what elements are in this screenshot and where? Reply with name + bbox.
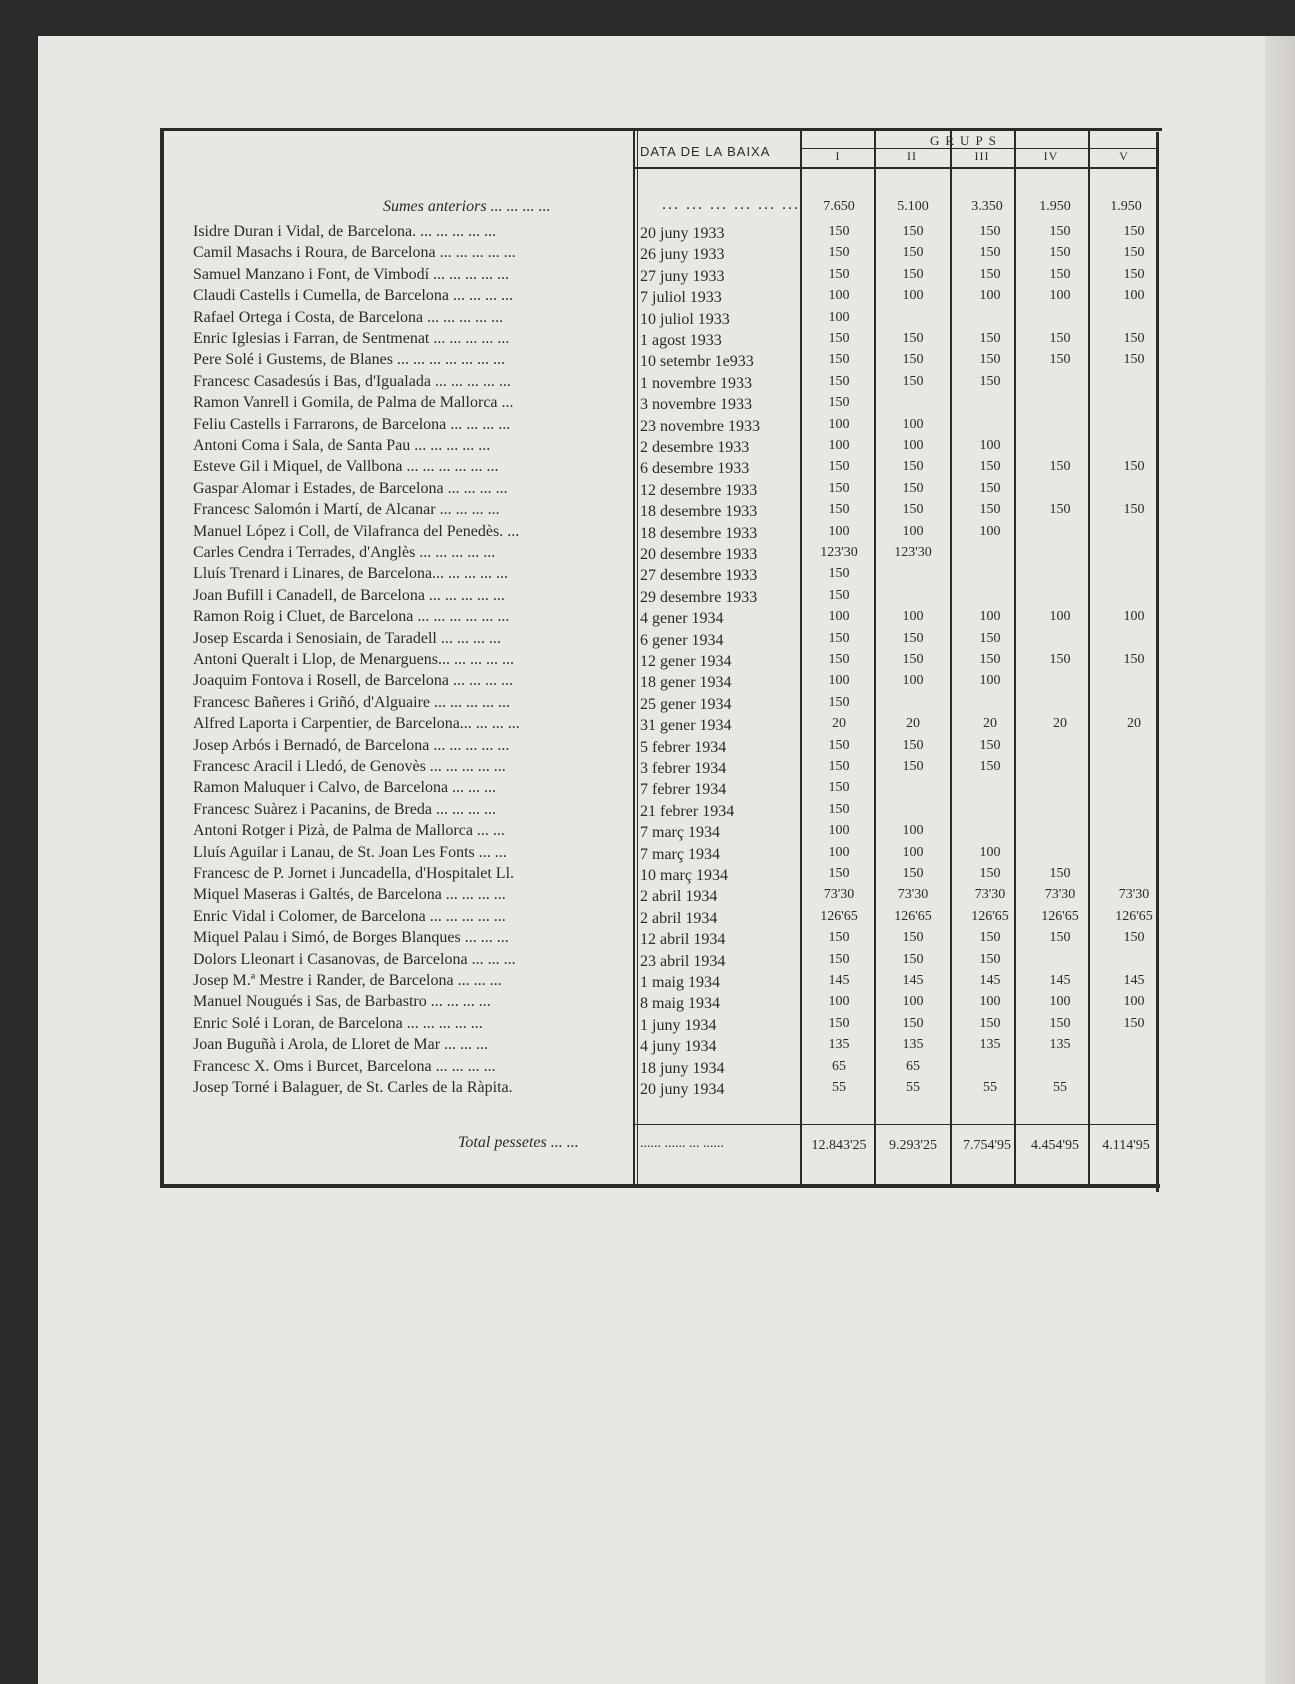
value-col-ii: 150 (902, 331, 924, 346)
member-name: Francesc X. Oms i Burcet, Barcelona ... ... ... ... (193, 1058, 496, 1075)
baixa-date: 6 gener 1934 (640, 632, 724, 649)
baixa-date: 2 desembre 1933 (640, 439, 750, 456)
table-row (190, 1015, 1150, 1036)
header-bottom-rule (635, 167, 1158, 169)
table-row (190, 758, 1150, 779)
table-row (190, 801, 1150, 822)
member-name: Alfred Laporta i Carpentier, de Barcelona... ... ... ... (193, 715, 520, 732)
value-col-ii: 100 (902, 609, 924, 624)
value-col-iii: 100 (979, 673, 1001, 688)
table-row (190, 608, 1150, 629)
value-col-i: 150 (828, 588, 850, 603)
value-col-iv: 150 (1049, 331, 1071, 346)
member-name: Francesc Suàrez i Pacanins, de Breda ... ... ... ... (193, 801, 497, 818)
value-col-iii: 145 (979, 973, 1001, 988)
baixa-date: 12 abril 1934 (640, 931, 726, 948)
table-row (190, 501, 1150, 522)
value-col-ii: 100 (902, 673, 924, 688)
table-row (190, 651, 1150, 672)
value-col-iii: 150 (979, 952, 1001, 967)
baixa-date: 1 juny 1934 (640, 1017, 717, 1034)
value-col-iv: 20 (1053, 716, 1067, 731)
table-row (190, 1079, 1150, 1100)
value-col-iii: 20 (983, 716, 997, 731)
value-col-ii: 150 (902, 224, 924, 239)
value-col-ii: 150 (902, 652, 924, 667)
value-col-i: 150 (828, 224, 850, 239)
table-row (190, 972, 1150, 993)
member-name: Ramon Vanrell i Gomila, de Palma de Mallorca ... (193, 394, 514, 411)
value-col-ii: 150 (902, 866, 924, 881)
table-row (190, 223, 1150, 244)
value-col-i: 150 (828, 652, 850, 667)
value-col-i: 150 (828, 331, 850, 346)
baixa-date: 7 març 1934 (640, 846, 720, 863)
value-col-i: 150 (828, 631, 850, 646)
baixa-date: 27 desembre 1933 (640, 567, 758, 584)
value-col-iii: 150 (979, 267, 1001, 282)
value-col-i: 100 (828, 417, 850, 432)
value-col-i: 100 (828, 823, 850, 838)
table-row (190, 844, 1150, 865)
table-row (190, 737, 1150, 758)
value-col-iii: 150 (979, 459, 1001, 474)
baixa-date: 20 desembre 1933 (640, 546, 758, 563)
total-col-iii: 7.754'95 (962, 1138, 1012, 1153)
value-col-i: 150 (828, 930, 850, 945)
value-col-iv: 100 (1049, 609, 1071, 624)
value-col-i: 150 (828, 459, 850, 474)
value-col-ii: 100 (902, 438, 924, 453)
value-col-iv: 150 (1049, 502, 1071, 517)
member-name: Miquel Palau i Simó, de Borges Blanques ... ... ... (193, 929, 509, 946)
value-col-iii: 150 (979, 631, 1001, 646)
header-col-ii: II (907, 149, 917, 163)
value-col-iii: 150 (979, 502, 1001, 517)
value-col-i: 150 (828, 952, 850, 967)
table-row (190, 779, 1150, 800)
member-name: Josep Torné i Balaguer, de St. Carles de la Ràpita. (193, 1079, 513, 1096)
sumes-col-ii: 5.100 (897, 199, 929, 214)
value-col-i: 150 (828, 738, 850, 753)
sumes-anteriors-dots: ... ... ... ... ... ... (662, 196, 800, 213)
member-name: Camil Masachs i Roura, de Barcelona ... ... ... ... ... (193, 244, 516, 261)
table-row (190, 330, 1150, 351)
value-col-iii: 100 (979, 524, 1001, 539)
header-data-de-la-baixa: DATA DE LA BAIXA (640, 144, 771, 159)
table-row (190, 266, 1150, 287)
value-col-iii: 150 (979, 652, 1001, 667)
value-col-i: 100 (828, 609, 850, 624)
total-top-rule (635, 1124, 1158, 1125)
baixa-date: 20 juny 1934 (640, 1081, 725, 1098)
total-col-v: 4.114'95 (1102, 1138, 1150, 1153)
baixa-date: 23 abril 1934 (640, 953, 726, 970)
member-name: Francesc Bañeres i Griñó, d'Alguaire ... ... ... ... ... (193, 694, 511, 711)
value-col-i: 20 (832, 716, 846, 731)
value-col-ii: 100 (902, 823, 924, 838)
member-name: Carles Cendra i Terrades, d'Anglès ... ... ... ... ... (193, 544, 496, 561)
value-col-v: 100 (1123, 994, 1145, 1009)
member-name: Joan Bufill i Canadell, de Barcelona ... ... ... ... ... (193, 587, 505, 604)
member-name: Gaspar Alomar i Estades, de Barcelona ... ... ... ... (193, 480, 508, 497)
table-row (190, 416, 1150, 437)
value-col-i: 123'30 (820, 545, 858, 560)
member-name: Josep M.ª Mestre i Rander, de Barcelona ... ... ... (193, 972, 502, 989)
value-col-iv: 150 (1049, 866, 1071, 881)
table-row (190, 993, 1150, 1014)
baixa-date: 25 gener 1934 (640, 696, 732, 713)
value-col-iii: 150 (979, 759, 1001, 774)
member-name: Lluís Aguilar i Lanau, de St. Joan Les Fonts ... ... (193, 844, 507, 861)
value-col-i: 55 (832, 1080, 846, 1095)
value-col-iv: 135 (1049, 1037, 1071, 1052)
baixa-date: 12 gener 1934 (640, 653, 732, 670)
value-col-i: 100 (828, 310, 850, 325)
header-grups: GRUPS (930, 133, 1002, 148)
value-col-ii: 100 (902, 417, 924, 432)
baixa-date: 6 desembre 1933 (640, 460, 750, 477)
value-col-iii: 150 (979, 930, 1001, 945)
value-col-i: 150 (828, 267, 850, 282)
value-col-v: 150 (1123, 331, 1145, 346)
member-name: Samuel Manzano i Font, de Vimbodí ... ... ... ... ... (193, 266, 510, 283)
value-col-iii: 73'30 (974, 887, 1006, 902)
value-col-ii: 150 (902, 481, 924, 496)
member-name: Josep Escarda i Senosiain, de Taradell ... ... ... ... (193, 630, 501, 647)
value-col-iii: 150 (979, 331, 1001, 346)
baixa-date: 18 desembre 1933 (640, 525, 758, 542)
baixa-date: 10 setembr 1e933 (640, 353, 754, 370)
value-col-iv: 100 (1049, 288, 1071, 303)
header-col-i: I (835, 149, 841, 163)
value-col-iii: 100 (979, 438, 1001, 453)
value-col-ii: 126'65 (894, 909, 932, 924)
value-col-v: 145 (1123, 973, 1145, 988)
total-col-i: 12.843'25 (811, 1138, 867, 1153)
value-col-v: 20 (1127, 716, 1141, 731)
value-col-ii: 150 (902, 952, 924, 967)
table-row (190, 437, 1150, 458)
value-col-ii: 100 (902, 845, 924, 860)
value-col-ii: 150 (902, 352, 924, 367)
value-col-i: 73'30 (823, 887, 855, 902)
value-col-i: 150 (828, 695, 850, 710)
member-name: Antoni Coma i Sala, de Santa Pau ... ... ... ... ... (193, 437, 491, 454)
baixa-date: 18 desembre 1933 (640, 503, 758, 520)
member-name: Esteve Gil i Miquel, de Vallbona ... ... ... ... ... ... (193, 458, 499, 475)
value-col-v: 150 (1123, 652, 1145, 667)
baixa-date: 20 juny 1933 (640, 225, 725, 242)
baixa-date: 18 juny 1934 (640, 1060, 725, 1077)
value-col-v: 150 (1123, 352, 1145, 367)
table-row (190, 458, 1150, 479)
value-col-ii: 150 (902, 374, 924, 389)
sumes-col-i: 7.650 (823, 199, 855, 214)
member-name: Ramon Roig i Cluet, de Barcelona ... ... ... ... ... ... (193, 608, 510, 625)
header-col-iii: III (974, 149, 990, 163)
baixa-date: 1 maig 1934 (640, 974, 720, 991)
sumes-col-iii: 3.350 (971, 199, 1003, 214)
value-col-v: 150 (1123, 1016, 1145, 1031)
header-col-v: V (1119, 149, 1129, 163)
baixa-date: 7 juliol 1933 (640, 289, 722, 306)
value-col-iii: 100 (979, 845, 1001, 860)
value-col-i: 150 (828, 481, 850, 496)
total-pessetes-label: Total pessetes ... ... (458, 1134, 579, 1151)
value-col-i: 150 (828, 759, 850, 774)
baixa-date: 7 febrer 1934 (640, 781, 727, 798)
baixa-date: 2 abril 1934 (640, 888, 718, 905)
total-col-ii: 9.293'25 (888, 1138, 938, 1153)
value-col-iv: 150 (1049, 930, 1071, 945)
baixa-date: 23 novembre 1933 (640, 418, 760, 435)
value-col-v: 150 (1123, 502, 1145, 517)
baixa-date: 1 agost 1933 (640, 332, 722, 349)
table-bottom-rule (160, 1184, 1160, 1188)
value-col-iv: 150 (1049, 352, 1071, 367)
value-col-i: 100 (828, 673, 850, 688)
baixa-date: 29 desembre 1933 (640, 589, 758, 606)
value-col-i: 100 (828, 524, 850, 539)
member-name: Enric Solé i Loran, de Barcelona ... ... ... ... ... (193, 1015, 483, 1032)
table-row (190, 587, 1150, 608)
value-col-iii: 150 (979, 374, 1001, 389)
member-name: Dolors Lleonart i Casanovas, de Barcelona ... ... ... (193, 951, 516, 968)
table-row (190, 244, 1150, 265)
total-pessetes-dots: ...... ...... ... ...... (640, 1136, 724, 1151)
table-row (190, 1058, 1150, 1079)
value-col-ii: 100 (902, 288, 924, 303)
value-col-iv: 126'65 (1041, 909, 1079, 924)
sumes-col-iv: 1.950 (1039, 199, 1071, 214)
value-col-ii: 100 (902, 524, 924, 539)
value-col-v: 150 (1123, 224, 1145, 239)
value-col-iii: 100 (979, 288, 1001, 303)
value-col-iv: 150 (1049, 459, 1071, 474)
table-row (190, 886, 1150, 907)
value-col-ii: 123'30 (894, 545, 932, 560)
value-col-i: 126'65 (820, 909, 858, 924)
member-name: Enric Vidal i Colomer, de Barcelona ... ... ... ... ... (193, 908, 506, 925)
member-name: Joaquim Fontova i Rosell, de Barcelona ... ... ... ... (193, 672, 513, 689)
table-row (190, 929, 1150, 950)
value-col-v: 150 (1123, 245, 1145, 260)
value-col-i: 150 (828, 1016, 850, 1031)
baixa-date: 18 gener 1934 (640, 674, 732, 691)
page-edge-shadow (1265, 36, 1295, 1684)
value-col-iii: 150 (979, 245, 1001, 260)
table-left-rule (160, 128, 164, 1184)
table-row (190, 394, 1150, 415)
table-row (190, 865, 1150, 886)
value-col-iii: 150 (979, 866, 1001, 881)
table-row (190, 523, 1150, 544)
table-row (190, 630, 1150, 651)
baixa-date: 1 novembre 1933 (640, 375, 752, 392)
value-col-v: 150 (1123, 930, 1145, 945)
baixa-date: 12 desembre 1933 (640, 482, 758, 499)
value-col-v: 100 (1123, 609, 1145, 624)
value-col-v: 126'65 (1115, 909, 1153, 924)
value-col-iv: 145 (1049, 973, 1071, 988)
sumes-anteriors-label: Sumes anteriors ... ... ... ... (383, 198, 551, 215)
member-name: Antoni Queralt i Llop, de Menarguens... ... ... ... ... (193, 651, 514, 668)
table-row (190, 672, 1150, 693)
member-name: Enric Iglesias i Farran, de Sentmenat ... ... ... ... ... (193, 330, 510, 347)
value-col-iii: 150 (979, 1016, 1001, 1031)
baixa-date: 3 novembre 1933 (640, 396, 752, 413)
value-col-iv: 55 (1053, 1080, 1067, 1095)
table-row (190, 544, 1150, 565)
table-row (190, 309, 1150, 330)
value-col-iii: 55 (983, 1080, 997, 1095)
value-col-i: 150 (828, 780, 850, 795)
value-col-i: 100 (828, 288, 850, 303)
value-col-iii: 150 (979, 224, 1001, 239)
baixa-date: 8 maig 1934 (640, 995, 720, 1012)
member-name: Josep Arbós i Bernadó, de Barcelona ... ... ... ... ... (193, 737, 510, 754)
value-col-i: 135 (828, 1037, 850, 1052)
table-row (190, 373, 1150, 394)
value-col-ii: 73'30 (897, 887, 929, 902)
member-name: Manuel López i Coll, de Vilafranca del Penedès. ... (193, 523, 520, 540)
value-col-ii: 150 (902, 759, 924, 774)
table-row (190, 351, 1150, 372)
header-col-iv: IV (1043, 149, 1059, 163)
baixa-date: 4 gener 1934 (640, 610, 724, 627)
member-name: Miquel Maseras i Galtés, de Barcelona ... ... ... ... (193, 886, 506, 903)
member-name: Pere Solé i Gustems, de Blanes ... ... ... ... ... ... ... (193, 351, 505, 368)
table-row (190, 951, 1150, 972)
member-name: Lluís Trenard i Linares, de Barcelona... ... ... ... ... (193, 565, 509, 582)
value-col-ii: 145 (902, 973, 924, 988)
baixa-date: 4 juny 1934 (640, 1038, 717, 1055)
table-top-rule (162, 128, 1162, 131)
value-col-iii: 126'65 (971, 909, 1009, 924)
table-row (190, 1036, 1150, 1057)
member-name: Isidre Duran i Vidal, de Barcelona. ... ... ... ... ... (193, 223, 497, 240)
value-col-ii: 150 (902, 1016, 924, 1031)
table-row (190, 908, 1153, 929)
baixa-date: 2 abril 1934 (640, 910, 718, 927)
value-col-i: 150 (828, 245, 850, 260)
value-col-ii: 150 (902, 738, 924, 753)
value-col-iii: 150 (979, 352, 1001, 367)
value-col-iv: 73'30 (1044, 887, 1076, 902)
baixa-date: 27 juny 1933 (640, 268, 725, 285)
member-name: Rafael Ortega i Costa, de Barcelona ... ... ... ... ... (193, 309, 504, 326)
value-col-v: 150 (1123, 459, 1145, 474)
value-col-iv: 100 (1049, 994, 1071, 1009)
value-col-i: 65 (832, 1059, 846, 1074)
value-col-i: 150 (828, 352, 850, 367)
baixa-date: 31 gener 1934 (640, 717, 732, 734)
value-col-ii: 135 (902, 1037, 924, 1052)
value-col-ii: 20 (906, 716, 920, 731)
member-name: Francesc de P. Jornet i Juncadella, d'Hospitalet Ll. (193, 865, 515, 882)
member-name: Ramon Maluquer i Calvo, de Barcelona ... ... ... (193, 779, 497, 796)
value-col-i: 150 (828, 395, 850, 410)
value-col-i: 150 (828, 374, 850, 389)
value-col-iii: 100 (979, 609, 1001, 624)
value-col-i: 100 (828, 845, 850, 860)
member-name: Francesc Aracil i Lledó, de Genovès ... ... ... ... ... (193, 758, 506, 775)
value-col-i: 150 (828, 866, 850, 881)
value-col-i: 150 (828, 802, 850, 817)
value-col-ii: 150 (902, 267, 924, 282)
value-col-iii: 150 (979, 481, 1001, 496)
value-col-ii: 150 (902, 502, 924, 517)
value-col-i: 150 (828, 566, 850, 581)
baixa-date: 10 juliol 1933 (640, 311, 730, 328)
baixa-date: 5 febrer 1934 (640, 739, 727, 756)
baixa-date: 7 març 1934 (640, 824, 720, 841)
value-col-iv: 150 (1049, 267, 1071, 282)
member-name: Francesc Salomón i Martí, de Alcanar ... ... ... ... (193, 501, 500, 518)
value-col-v: 73'30 (1118, 887, 1150, 902)
value-col-i: 145 (828, 973, 850, 988)
value-col-ii: 150 (902, 245, 924, 260)
value-col-iv: 150 (1049, 224, 1071, 239)
value-col-iii: 135 (979, 1037, 1001, 1052)
baixa-date: 3 febrer 1934 (640, 760, 727, 777)
table-row (190, 694, 1150, 715)
value-col-v: 150 (1123, 267, 1145, 282)
value-col-ii: 65 (906, 1059, 920, 1074)
value-col-ii: 150 (902, 930, 924, 945)
member-name: Joan Buguñà i Arola, de Lloret de Mar ... ... ... (193, 1036, 489, 1053)
value-col-iii: 100 (979, 994, 1001, 1009)
baixa-date: 21 febrer 1934 (640, 803, 735, 820)
table-row (190, 287, 1150, 308)
value-col-iv: 150 (1049, 245, 1071, 260)
table-row (190, 565, 1150, 586)
value-col-iii: 150 (979, 738, 1001, 753)
member-name: Claudi Castells i Cumella, de Barcelona ... ... ... ... (193, 287, 513, 304)
total-col-iv: 4.454'95 (1030, 1138, 1080, 1153)
member-name: Manuel Nougués i Sas, de Barbastro ... ... ... ... (193, 993, 491, 1010)
baixa-date: 10 març 1934 (640, 867, 728, 884)
sumes-col-v: 1.950 (1110, 199, 1142, 214)
value-col-i: 150 (828, 502, 850, 517)
value-col-ii: 100 (902, 994, 924, 1009)
value-col-i: 100 (828, 994, 850, 1009)
value-col-ii: 150 (902, 459, 924, 474)
value-col-i: 100 (828, 438, 850, 453)
value-col-iv: 150 (1049, 1016, 1071, 1031)
value-col-iv: 150 (1049, 652, 1071, 667)
table-row (190, 822, 1150, 843)
value-col-ii: 150 (902, 631, 924, 646)
member-name: Francesc Casadesús i Bas, d'Igualada ... ... ... ... ... (193, 373, 511, 390)
baixa-date: 26 juny 1933 (640, 246, 725, 263)
table-row (190, 715, 1150, 736)
member-name: Feliu Castells i Farrarons, de Barcelona ... ... ... ... (193, 416, 511, 433)
table-row (190, 480, 1150, 501)
value-col-v: 100 (1123, 288, 1145, 303)
value-col-ii: 55 (906, 1080, 920, 1095)
member-name: Antoni Rotger i Pizà, de Palma de Mallorca ... ... (193, 822, 505, 839)
